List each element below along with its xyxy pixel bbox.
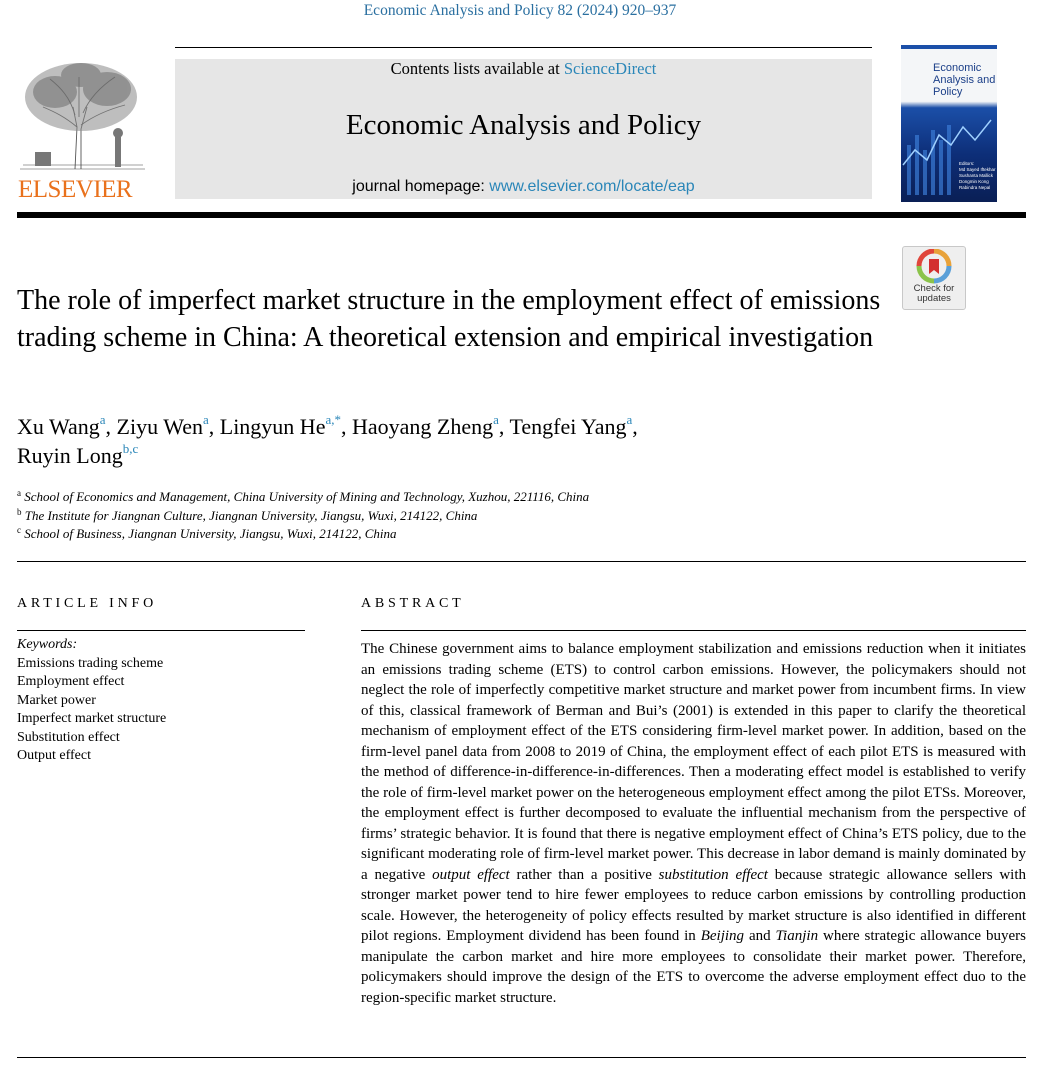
section-divider: [17, 561, 1026, 562]
author-separator: ,: [105, 414, 117, 439]
author-affiliation-mark[interactable]: a,*: [325, 412, 341, 427]
keyword-item: Output effect: [17, 748, 91, 763]
abstract-bottom-rule: [17, 1057, 1026, 1058]
author-separator: ,: [632, 414, 638, 439]
journal-cover-thumbnail[interactable]: [901, 45, 997, 202]
author-list: [17, 412, 917, 470]
affiliation-text: School of Business, Jiangnan University, Jiangsu, Wuxi, 214122, China: [24, 526, 397, 541]
author-separator: ,: [340, 414, 352, 439]
elsevier-wordmark: ELSEVIER: [18, 176, 133, 203]
author-affiliation-mark[interactable]: a: [202, 412, 209, 427]
cover-editors: [959, 161, 997, 191]
abstract-text: The Chinese government aims to balance employment stabilization and emissions reduction when it initiates an emissions trading scheme (ETS) to control carbon emissions. However, the policymakers should not neglect the role of imperfectly competitive market structure and market power from incumbent firms. In view of this, classical framework of Berman and Bui’s (2001) is extended in this paper to clarify the theoretical mechanism of employment effect of the ETS considering firm-level market power. In addition, based on the firm-level panel data from 2008 to 2019 of China, the employment effect of each pilot ETS is measured with the method of difference-in-difference-in-differences. Then a moderating effect model is established to verify the role of firm-level market power on the heterogeneous employment effect among the pilot ETSs. Moreover, the employment effect is further decomposed to evaluate the influential mechanism from the perspective of firms’ strategic behavior. It is found that there is negative employment effect of China’s ETS policy, due to the significant moderating role of firm-level market power. This decrease in labor demand is mainly dominated by a negative: [361, 641, 1026, 883]
cover-editor-line: Sushanta Mallick: [959, 173, 994, 178]
author-name[interactable]: Lingyun He: [219, 414, 326, 439]
affiliation-item: [17, 525, 917, 544]
affiliation-text: School of Economics and Management, China University of Mining and Technology, Xuzhou, 221116, China: [24, 489, 590, 504]
affiliation-text: The Institute for Jiangnan Culture, Jiangnan University, Jiangsu, Wuxi, 214122, China: [24, 507, 478, 523]
check-updates-line1: Check for: [913, 283, 955, 294]
keyword-item: Emissions trading scheme: [17, 655, 164, 671]
article-info-rule: [17, 630, 305, 631]
abstract-emphasis: Beijing: [700, 928, 745, 944]
keyword-item: Imperfect market structure: [17, 711, 167, 726]
author-name[interactable]: Haoyang Zheng: [351, 414, 494, 439]
abstract-body: [361, 639, 1026, 1008]
abstract-text: and: [744, 928, 776, 944]
sciencedirect-link[interactable]: ScienceDirect: [563, 59, 657, 78]
keywords-label: Keywords:: [17, 637, 78, 652]
affiliation-mark: b: [17, 506, 22, 517]
check-updates-label: [903, 284, 965, 304]
abstract-text: because strategic allowance sellers with stronger market power tend to hire fewer employees to reduce carbon emissions by controlling production scale. However, the heterogeneity of policy effects resulted by market structure is also identified in different pilot regions. Employment dividend has been found in: [361, 866, 1027, 944]
author-affiliation-mark[interactable]: b,c: [122, 441, 139, 456]
article-title: The role of imperfect market structure in the employment effect of emissions trading scheme in China: A theoretical extension and empirical investigation: [17, 285, 881, 353]
homepage-line: [175, 178, 872, 196]
cover-top-band: [901, 45, 997, 49]
journal-title[interactable]: Economic Analysis and Policy: [345, 109, 702, 141]
author-name[interactable]: Xu Wang: [17, 414, 100, 439]
journal-homepage-link[interactable]: www.elsevier.com/locate/eap: [489, 178, 695, 195]
abstract-emphasis: output effect: [432, 866, 510, 883]
keyword-item: Market power: [17, 692, 96, 708]
cover-editor-line: Dongmin Kong: [959, 179, 989, 184]
contents-line: [175, 59, 872, 79]
cover-editor-line: Editors:: [959, 161, 975, 166]
abstract-emphasis: Tianjin: [775, 928, 819, 944]
cover-editor-line: Rabindra Nepal: [959, 185, 991, 190]
abstract-emphasis: substitution effect: [658, 866, 768, 883]
affiliation-item: [17, 488, 917, 507]
keyword-item: Employment effect: [17, 674, 125, 689]
cover-editor-line: Md Sayed Iftekhar: [959, 167, 996, 172]
check-updates-icon: [914, 249, 954, 285]
header-thick-rule: [17, 212, 1026, 218]
abstract-text: rather than a positive: [509, 866, 659, 883]
cover-title: Economic Analysis and Policy: [933, 62, 996, 98]
affiliation-mark: c: [17, 525, 21, 535]
author-affiliation-mark[interactable]: a: [493, 412, 499, 427]
keywords-block: [17, 636, 307, 766]
author-name[interactable]: Ruyin Long: [17, 443, 123, 468]
keyword-item: Substitution effect: [17, 729, 120, 745]
affiliation-list: [17, 488, 917, 544]
author-separator: ,: [208, 414, 220, 439]
author-name[interactable]: Tengfei Yang: [509, 414, 627, 439]
abstract-heading: ABSTRACT: [361, 596, 465, 611]
author-affiliation-mark[interactable]: a: [626, 412, 633, 427]
contents-prefix: Contents lists available at: [390, 59, 564, 78]
article-info-heading: ARTICLE INFO: [17, 596, 158, 611]
check-updates-line2: updates: [917, 293, 951, 304]
header-top-rule: [175, 47, 872, 48]
affiliation-item: [17, 507, 917, 526]
author-separator: ,: [498, 414, 510, 439]
homepage-prefix: journal homepage:: [352, 178, 490, 195]
abstract-rule: [361, 630, 1026, 631]
author-name[interactable]: Ziyu Wen: [116, 414, 203, 439]
journal-citation[interactable]: Economic Analysis and Policy 82 (2024) 920–937: [363, 2, 677, 19]
abstract-text: where strategic allowance buyers manipulate the carbon market and hire more employees to consolidate their market power. Therefore, policymakers should improve the design of the ETS to overcome the adverse employment effect duo to the region-specific market structure.: [361, 928, 1026, 1006]
journal-banner: [175, 59, 872, 199]
author-affiliation-mark[interactable]: a: [99, 412, 106, 427]
affiliation-mark: a: [17, 488, 21, 498]
check-for-updates-button[interactable]: [902, 246, 966, 310]
